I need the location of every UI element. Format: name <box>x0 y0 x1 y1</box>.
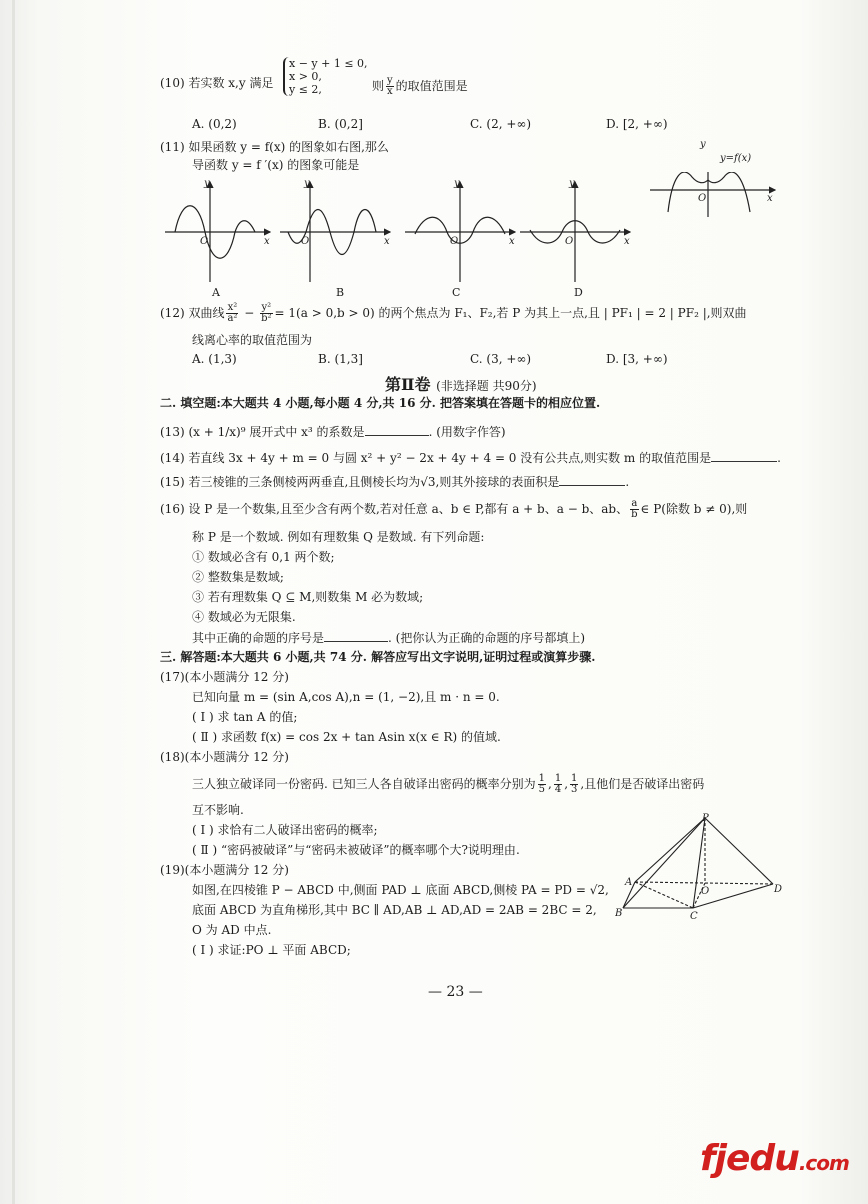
q12-prefix: (12) 双曲线 <box>160 306 225 320</box>
q19-part-i: ( Ⅰ ) 求证:PO ⊥ 平面 ABCD; <box>192 943 351 957</box>
q16-item-3: ③ 若有理数集 Q ⊆ M,则数集 M 必为数域; <box>192 590 424 604</box>
section3-heading: 三. 解答题:本大题共 6 小题,共 74 分. 解答应写出文字说明,证明过程或演算步骤. <box>160 650 596 664</box>
watermark-main: fjedu <box>700 1138 799 1179</box>
q16-frac-num: a <box>631 498 638 509</box>
q10-cond1: x − y + 1 ≤ 0, <box>289 57 368 70</box>
q10-cond3: y ≤ 2, <box>289 83 322 96</box>
q11-main-origin: O <box>698 193 707 204</box>
q11-label-d: D <box>574 286 583 299</box>
q16-item-2: ② 整数集是数域; <box>192 570 284 584</box>
q17-part-i: ( Ⅰ ) 求 tan A 的值; <box>192 710 298 724</box>
q18-part-ii: ( Ⅱ ) “密码被破译”与“密码未被破译”的概率哪个大?说明理由. <box>192 843 520 857</box>
q15 <box>160 474 629 489</box>
pyramid-label-a: A <box>625 877 633 888</box>
q10-system <box>283 57 368 96</box>
pyramid-figure <box>615 812 785 922</box>
q12-frac2-den: b² <box>261 313 272 324</box>
pyramid-label-o: O <box>701 886 710 897</box>
q18-frac-2-num: 1 <box>554 773 562 784</box>
q11-c-x: x <box>509 236 515 247</box>
q14-text: (14) 若直线 3x + 4y + m = 0 与圆 x² + y² − 2x + 4y + 4 = 0 没有公共点,则实数 m 的取值范围是 <box>160 451 712 465</box>
q18-frac-2-den: 4 <box>554 784 562 795</box>
q18-frac-1-num: 1 <box>538 773 546 784</box>
q18-text: 三人独立破译同一份密码. 已知三人各自破译出密码的概率分别为 $\frac{1}{5}$ , $\frac{1}{4}$ , $\frac{1}{3}$ ,且他们是否破译出密码 <box>192 773 705 795</box>
q12-frac1-den: a² <box>227 313 238 324</box>
q14-blank[interactable] <box>711 450 777 462</box>
pyramid-label-c: C <box>690 911 698 922</box>
q16-text-a: (16) 设 P 是一个数集,且至少含有两个数,若对任意 a、b ∈ P,都有 a + b、a − b、ab、 <box>160 502 629 516</box>
q12-line2: 线离心率的取值范围为 <box>192 333 313 347</box>
q11-label-a: A <box>212 286 220 299</box>
q16-item-4: ④ 数域必为无限集. <box>192 610 296 624</box>
q13 <box>160 424 506 439</box>
edge-pa <box>635 818 705 882</box>
q18-frac-3-num: 1 <box>571 773 578 784</box>
q18-part-i: ( Ⅰ ) 求恰有二人破译出密码的概率; <box>192 823 378 837</box>
site-watermark <box>700 1138 849 1179</box>
q12-rest: = 1(a > 0,b > 0) 的两个焦点为 F₁、F₂,若 P 为其上一点,且 | PF₁ | = 2 | PF₂ |,则双曲 <box>274 306 747 320</box>
q18-text-a: 三人独立破译同一份密码. 已知三人各自破译出密码的概率分别为 <box>192 777 536 791</box>
q18-frac-1-den: 5 <box>538 784 546 795</box>
q16-last <box>192 630 585 645</box>
q11-a-y: y <box>204 178 210 189</box>
q19-line2: 底面 ABCD 为直角梯形,其中 BC ∥ AD,AB ⊥ AD,AD = 2AB = 2BC = 2, <box>192 903 597 917</box>
q14 <box>160 450 781 465</box>
q16-line2: 称 P 是一个数域. 例如有理数集 Q 是数域. 有下列命题: <box>192 530 485 544</box>
page-edge <box>12 0 15 1204</box>
q16-last-end: . (把你认为正确的命题的序号都填上) <box>388 631 586 645</box>
edge-ad <box>635 882 773 884</box>
q11-d-origin: O <box>565 236 574 247</box>
q10-cond2: x > 0, <box>289 70 322 83</box>
q17-text: 已知向量 m = (sin A,cos A),n = (1, −2),且 m · n = 0. <box>192 690 500 704</box>
q18-frac-3 <box>570 774 578 795</box>
part2-title-text: 第Ⅱ卷 <box>385 375 431 394</box>
q16-line1 <box>160 499 747 520</box>
q11-line1: (11) 如果函数 y = f(x) 的图象如右图,那么 <box>160 140 389 154</box>
q13-text: (x + 1/x)⁹ 展开式中 x³ 的系数是 <box>188 425 365 439</box>
q10-option-d: D. [2, +∞) <box>606 117 668 131</box>
q11-b-origin: O <box>301 236 310 247</box>
q12-option-b: B. (1,3] <box>318 352 363 366</box>
q10-prefix: (10) 若实数 x,y 满足 <box>160 76 274 90</box>
q12-frac2 <box>260 303 272 324</box>
q12-frac1 <box>226 303 238 324</box>
q11-label-c: C <box>452 286 461 299</box>
q10-brace <box>283 57 368 96</box>
q12-option-c: C. (3, +∞) <box>470 352 532 366</box>
q11-line2: 导函数 y = f ′(x) 的图象可能是 <box>192 158 360 172</box>
q10-suffix <box>372 76 468 97</box>
pyramid-label-p: P <box>702 813 709 824</box>
q16-text-b: ∈ P(除数 b ≠ 0),则 <box>640 502 748 516</box>
q13-number: (13) <box>160 425 185 439</box>
q15-blank[interactable] <box>559 474 625 486</box>
q11-a-x: x <box>264 236 270 247</box>
q11-a-origin: O <box>200 236 209 247</box>
q12-option-d: D. [3, +∞) <box>606 352 668 366</box>
q15-end: . <box>625 475 630 489</box>
q13-end: . (用数字作答) <box>428 425 506 439</box>
q18-frac-3-den: 3 <box>571 784 578 795</box>
edge-pd <box>705 818 773 884</box>
q12-option-a: A. (1,3) <box>192 352 237 366</box>
part2-title <box>385 372 537 395</box>
q10-option-a: A. (0,2) <box>192 117 237 131</box>
q16-last-text: 其中正确的命题的序号是 <box>192 631 325 645</box>
q16-frac <box>630 499 638 520</box>
q11-b-y: y <box>304 178 310 189</box>
q12-frac1-num: x² <box>227 302 238 313</box>
q13-blank[interactable] <box>365 424 429 436</box>
q11-b-x: x <box>384 236 390 247</box>
pyramid-label-d: D <box>774 884 783 895</box>
q11-main-y: y <box>700 139 706 150</box>
q14-end: . <box>777 451 781 465</box>
q11-d-y: y <box>569 178 575 189</box>
q19-line1: 如图,在四棱锥 P − ABCD 中,侧面 PAD ⊥ 底面 ABCD,侧棱 PA = PD = √2, <box>192 883 609 897</box>
page-number: — 23 — <box>428 984 483 1000</box>
part2-subtitle: (非选择题 共90分) <box>436 379 537 393</box>
q16-blank[interactable] <box>324 630 388 642</box>
q11-main-label: y=f(x) <box>720 153 752 164</box>
q19-line3: O 为 AD 中点. <box>192 923 272 937</box>
pyramid-label-b: B <box>615 908 623 919</box>
q11-c-origin: O <box>450 236 459 247</box>
q11-graphs <box>160 172 780 302</box>
q10-then: 则 <box>372 79 385 93</box>
q15-text: (15) 若三棱锥的三条侧棱两两垂直,且侧棱长均为√3,则其外接球的表面积是 <box>160 475 560 489</box>
q18-head: (18)(本小题满分 12 分) <box>160 750 289 764</box>
section2-heading: 二. 填空题:本大题共 4 小题,每小题 4 分,共 16 分. 把答案填在答题卡的相应位置. <box>160 396 601 410</box>
q17-head: (17)(本小题满分 12 分) <box>160 670 289 684</box>
q16-item-1: ① 数域必含有 0,1 两个数; <box>192 550 335 564</box>
q10-frac-den: x <box>387 86 393 97</box>
q11-c-y: y <box>454 178 460 189</box>
q19-head: (19)(本小题满分 12 分) <box>160 863 289 877</box>
q12-line1: (12) 双曲线 $\frac{\text{x²}}{\text{a²}}$ − $\frac{\text{y²}}{\text{b²}}$ = 1(a > 0,b > 0) 的两个焦点为 F₁、F₂,若 P 为其上一点,且 | PF₁ | = 2 | PF₂ |,则双曲 <box>160 302 747 324</box>
q18-frac-1 <box>538 774 546 795</box>
q16-frac-den: b <box>631 509 638 520</box>
q10-option-c: C. (2, +∞) <box>470 117 532 131</box>
q18-text-b: ,且他们是否破译出密码 <box>580 777 705 791</box>
q10-range-text: 的取值范围是 <box>395 79 468 93</box>
q10-frac-num: y <box>387 75 393 86</box>
q11-main-x: x <box>767 193 773 204</box>
q12-frac2-num: y² <box>261 302 272 313</box>
q10-option-b: B. (0,2] <box>318 117 363 131</box>
q18-frac-2 <box>554 774 562 795</box>
q17-part-ii: ( Ⅱ ) 求函数 f(x) = cos 2x + tan Asin x(x ∈ R) 的值域. <box>192 730 501 744</box>
watermark-dot-com: .com <box>798 1151 849 1175</box>
q11-d-x: x <box>624 236 630 247</box>
q18-line2: 互不影响. <box>192 803 244 817</box>
q10-fraction <box>386 76 394 97</box>
q11-label-b: B <box>336 286 345 299</box>
